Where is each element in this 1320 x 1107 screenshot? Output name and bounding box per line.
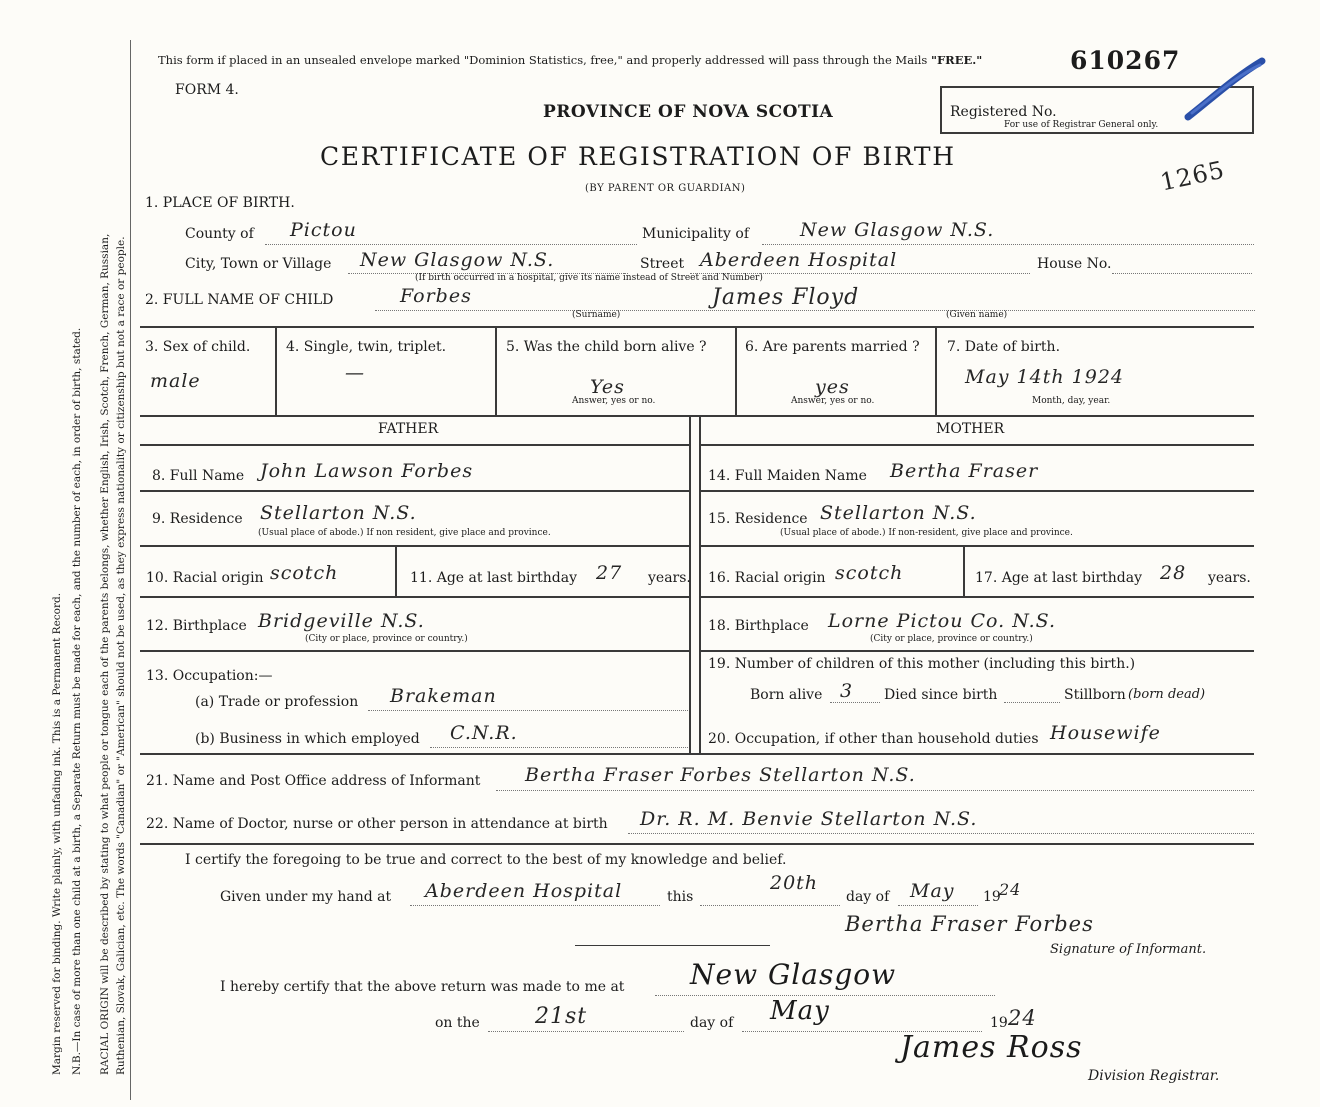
postal-note: This form if placed in an unsealed envelope marked "Dominion Statistics, free," and properly addressed will pass through the Mails "FREE." [158, 53, 983, 67]
father-residence-note: (Usual place of abode.) If non resident, give place and province. [258, 528, 551, 538]
house-no-label: House No. [1037, 256, 1112, 272]
cert-day: 20th [770, 872, 819, 894]
province-title: PROVINCE OF NOVA SCOTIA [543, 102, 834, 122]
informant-label: 21. Name and Post Office address of Informant [146, 773, 481, 789]
alive-note: Answer, yes or no. [572, 396, 656, 406]
mother-years: years. [1208, 570, 1251, 586]
married-label: 6. Are parents married ? [745, 339, 920, 355]
registered-label: Registered No. [950, 104, 1057, 120]
cert-year-suffix: 24 [999, 880, 1022, 899]
street-label: Street [640, 256, 685, 272]
father-birthplace: Bridgeville N.S. [258, 610, 425, 632]
father-business: C.N.R. [450, 722, 518, 744]
stillborn-note: (born dead) [1128, 687, 1206, 702]
sex-value: male [150, 370, 201, 392]
father-business-label: (b) Business in which employed [195, 731, 420, 747]
hospital-note: (If birth occurred in a hospital, give its name instead of Street and Number) [415, 273, 763, 283]
registrar-year-suffix: 24 [1008, 1006, 1037, 1030]
stillborn-label: Stillborn [1064, 687, 1126, 703]
child-given-name: James Floyd [712, 285, 860, 310]
father-race: scotch [270, 562, 339, 584]
on-the-label: on the [435, 1015, 480, 1031]
cert-month: May [910, 880, 955, 902]
registrar-statement: I hereby certify that the above return was made to me at [220, 979, 625, 995]
stamp-number: 1265 [1157, 155, 1228, 197]
informant-signature-label: Signature of Informant. [1050, 942, 1207, 957]
mother-race: scotch [835, 562, 904, 584]
place-of-birth-heading: 1. PLACE OF BIRTH. [145, 195, 295, 211]
father-name-label: 8. Full Name [152, 468, 245, 484]
registrar-title: Division Registrar. [1088, 1068, 1220, 1084]
plurality-value: — [345, 362, 365, 384]
dob-value: May 14th 1924 [965, 366, 1124, 388]
registrar-year-prefix: 19 [990, 1015, 1008, 1031]
given-under-label: Given under my hand at [220, 889, 392, 905]
margin-note-3: RACIAL ORIGIN will be described by stating to what people or tongue each of the parents belongs, whether English, Irish, Scotch, French, German, Russian, [99, 233, 111, 1075]
father-trade-label: (a) Trade or profession [195, 694, 359, 710]
sex-label: 3. Sex of child. [145, 339, 251, 355]
father-birthplace-label: 12. Birthplace [146, 618, 247, 634]
mother-residence-note: (Usual place of abode.) If non-resident, give place and province. [780, 528, 1073, 538]
mother-age-label: 17. Age at last birthday [975, 570, 1143, 586]
cert-day-of-label: day of [846, 889, 890, 905]
father-age: 27 [596, 562, 623, 584]
mother-age: 28 [1160, 562, 1187, 584]
child-name-label: 2. FULL NAME OF CHILD [145, 292, 334, 308]
this-label: this [667, 889, 694, 905]
street-value: Aberdeen Hospital [700, 249, 898, 271]
blue-ink-mark [1180, 55, 1270, 125]
mother-birthplace-label: 18. Birthplace [708, 618, 809, 634]
dob-label: 7. Date of birth. [947, 339, 1061, 355]
mother-name-label: 14. Full Maiden Name [708, 468, 867, 484]
registered-note: For use of Registrar General only. [1004, 120, 1159, 130]
father-residence: Stellarton N.S. [260, 502, 417, 524]
mother-birthplace-note: (City or place, province or country.) [870, 634, 1033, 644]
died-since-birth-label: Died since birth [884, 687, 998, 703]
father-years: years. [648, 570, 691, 586]
certificate-subtitle: (BY PARENT OR GUARDIAN) [585, 183, 746, 194]
serial-number: 610267 [1070, 46, 1181, 75]
certificate-title: CERTIFICATE OF REGISTRATION OF BIRTH [320, 142, 956, 171]
margin-note-2: N.B.—In case of more than one child at a birth, a Separate Return must be made for each, and the number of each, in order of birth, stated. [71, 327, 83, 1075]
married-note: Answer, yes or no. [791, 396, 875, 406]
dob-note: Month, day, year. [1032, 396, 1111, 406]
father-occupation-label: 13. Occupation:— [146, 668, 273, 684]
informant-value: Bertha Fraser Forbes Stellarton N.S. [525, 764, 916, 786]
born-alive-label: Born alive [750, 687, 823, 703]
doctor-label: 22. Name of Doctor, nurse or other person in attendance at birth [146, 816, 608, 832]
city-value: New Glasgow N.S. [360, 249, 555, 271]
municipality-value: New Glasgow N.S. [800, 219, 995, 241]
father-residence-label: 9. Residence [152, 511, 243, 527]
mother-race-label: 16. Racial origin [708, 570, 826, 586]
mother-occupation-label: 20. Occupation, if other than household duties [708, 731, 1039, 747]
margin-rule [130, 40, 131, 1100]
margin-note-4: Ruthenian, Slovak, Galician, etc. The words "Canadian" or "American" should not be used, as they express nationality or citizenship but not a race or people. [115, 236, 127, 1075]
mother-birthplace: Lorne Pictou Co. N.S. [828, 610, 1057, 632]
father-heading: FATHER [378, 421, 439, 437]
mother-residence: Stellarton N.S. [820, 502, 977, 524]
given-name-label: (Given name) [946, 310, 1008, 320]
county-value: Pictou [290, 219, 357, 241]
mother-name: Bertha Fraser [890, 460, 1039, 482]
father-race-label: 10. Racial origin [146, 570, 264, 586]
cert-year-prefix: 19 [983, 889, 1001, 905]
married-value: yes [815, 376, 850, 398]
registrar-day-of-label: day of [690, 1015, 734, 1031]
registrar-day: 21st [535, 1004, 588, 1029]
surname-label: (Surname) [572, 310, 621, 320]
municipality-label: Municipality of [642, 226, 750, 242]
certify-statement: I certify the foregoing to be true and correct to the best of my knowledge and belief. [185, 852, 787, 868]
father-trade: Brakeman [390, 685, 497, 707]
given-place: Aberdeen Hospital [425, 880, 623, 902]
registrar-place: New Glasgow [690, 958, 897, 991]
children-count-label: 19. Number of children of this mother (including this birth.) [708, 656, 1136, 672]
father-birthplace-note: (City or place, province or country.) [305, 634, 468, 644]
doctor-value: Dr. R. M. Benvie Stellarton N.S. [640, 808, 978, 830]
registrar-signature: James Ross [900, 1030, 1083, 1065]
informant-signature: Bertha Fraser Forbes [845, 912, 1094, 936]
city-label: City, Town or Village [185, 256, 332, 272]
form-number: FORM 4. [175, 82, 239, 98]
alive-label: 5. Was the child born alive ? [506, 339, 707, 355]
plurality-label: 4. Single, twin, triplet. [286, 339, 447, 355]
mother-residence-label: 15. Residence [708, 511, 808, 527]
born-alive-value: 3 [840, 680, 854, 702]
alive-value: Yes [590, 376, 625, 398]
father-name: John Lawson Forbes [260, 460, 474, 482]
margin-note-1: Margin reserved for binding. Write plainly, with unfading ink. This is a Permanent Record. [51, 592, 63, 1075]
father-age-label: 11. Age at last birthday [410, 570, 578, 586]
child-surname: Forbes [400, 285, 472, 307]
registrar-month: May [770, 996, 830, 1026]
mother-occupation: Housewife [1050, 722, 1161, 744]
mother-heading: MOTHER [936, 421, 1005, 437]
county-label: County of [185, 226, 254, 242]
